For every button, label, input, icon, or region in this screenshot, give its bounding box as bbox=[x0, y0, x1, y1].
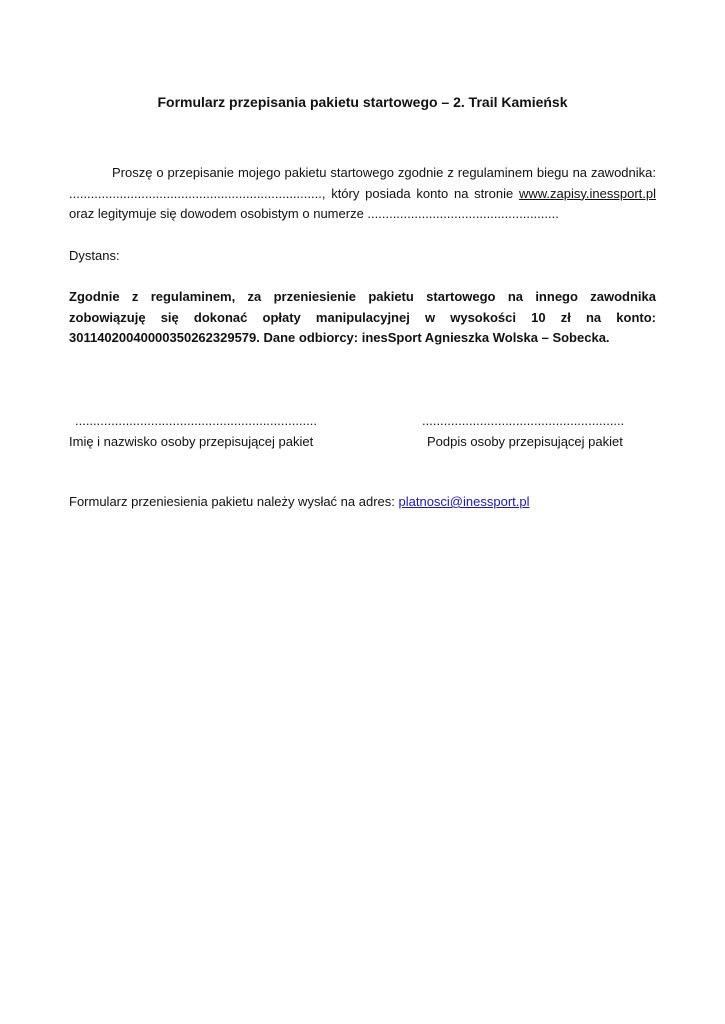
website-link[interactable]: www.zapisy.inessport.pl bbox=[518, 185, 656, 201]
request-text-part1: Proszę o przepisanie mojego pakietu startowego zgodnie z regulaminem biegu na zawodnika: ......................................................................, który posiada konto na stronie bbox=[69, 165, 656, 201]
fee-notice: Zgodnie z regulaminem, za przeniesienie pakietu startowego na innego zawodnika zobowiązuję się dokonać opłaty manipulacyjnej w wysokości 10 zł na konto: 30114020040000350262329579. Dane odbiorcy: inesSport Agnieszka Wolska – Sobecka. bbox=[69, 289, 656, 345]
send-instruction bbox=[69, 492, 529, 512]
signature-block-name bbox=[69, 411, 317, 453]
request-text-part2: oraz legitymuje się dowodem osobistym o numerze ..................................................... bbox=[69, 206, 559, 221]
document-title: Formularz przepisania pakietu startowego – 2. Trail Kamieńsk bbox=[157, 94, 568, 110]
request-paragraph bbox=[69, 163, 656, 225]
signature-block-sign bbox=[422, 411, 624, 453]
distance-label: Dystans: bbox=[69, 248, 120, 263]
signature-sign-line: ........................................................ bbox=[422, 413, 625, 428]
email-link[interactable]: platnosci@inessport.pl bbox=[398, 494, 530, 509]
send-instruction-text: Formularz przeniesienia pakietu należy wysłać na adres: bbox=[69, 494, 399, 509]
signature-name-label: Imię i nazwisko osoby przepisującej pakiet bbox=[69, 434, 314, 449]
signature-name-line: ................................................................... bbox=[75, 413, 317, 428]
signature-sign-label: Podpis osoby przepisującej pakiet bbox=[427, 434, 623, 449]
